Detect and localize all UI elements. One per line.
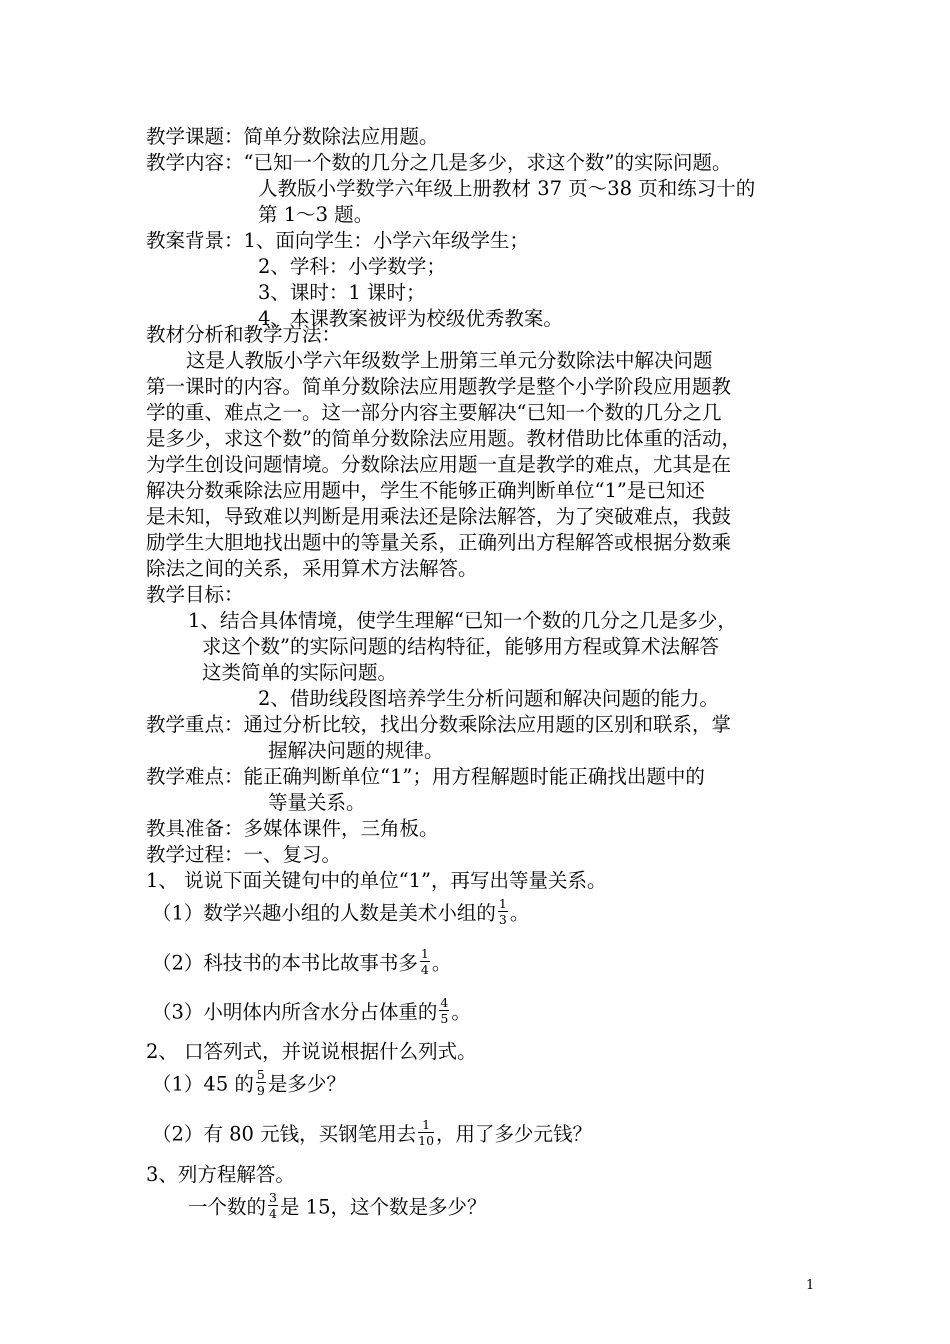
analysis-line: 第一课时的内容。简单分数除法应用题教学是整个小学阶段应用题教 [146,375,732,398]
fraction-numerator: 5 [256,1067,265,1082]
question-text: 。 [451,1000,471,1024]
question-text: （3）小明体内所含水分占体重的 [152,1000,438,1024]
fraction-numerator: 1 [498,896,507,911]
fraction-denominator: 9 [256,1083,265,1098]
goal-1-line-2: 求这个数”的实际问题的结构特征，能够用方程或算术法解答 [202,635,719,658]
tools-line: 教具准备：多媒体课件，三角板。 [146,817,439,840]
question-text: ，用了多少元钱？ [436,1122,593,1146]
exercise-3-title: 3、列方程解答。 [146,1163,295,1186]
difficulty-line-2: 等量关系。 [268,791,366,814]
fraction-numerator: 4 [440,995,449,1010]
analysis-title: 教材分析和教学方法： [146,323,342,346]
question-text: （1）数学兴趣小组的人数是美术小组的 [152,901,496,925]
exercise-1-title: 1、 说说下面关键句中的单位“1”，再写出等量关系。 [146,869,607,892]
content-line-3: 第 1～3 题。 [258,203,374,226]
background-line-2: 2、学科：小学数学； [258,255,446,278]
analysis-line: 学的重、难点之一。这一部分内容主要解决“已知一个数的几分之几 [146,401,722,424]
question-text: （2）科技书的本书比故事书多 [152,951,418,975]
fraction [439,997,449,1025]
question-text: 是 15，这个数是多少？ [279,1195,487,1219]
question-text: 。 [509,901,530,925]
question-text: （2）有 80 元钱，买钢笔用去 [152,1122,417,1146]
question-text: 一个数的 [188,1195,267,1219]
fraction [418,1119,434,1147]
exercise-2-question-1 [152,1067,346,1099]
goal-1-line-1: 1、结合具体情境，使学生理解“已知一个数的几分之几是多少， [188,609,737,632]
analysis-line: 励学生大胆地找出题中的等量关系，正确列出方程解答或根据分数乘 [146,531,732,554]
fraction [268,1192,278,1220]
fraction-numerator: 1 [418,1119,434,1133]
keypoint-line-2: 握解决问题的规律。 [268,739,444,762]
fraction-numerator: 1 [420,946,429,961]
goal-2: 2、借助线段图培养学生分析问题和解决问题的能力。 [258,687,719,710]
topic-line: 教学课题：简单分数除法应用题。 [146,125,439,148]
fraction-denominator: 5 [440,1011,449,1026]
fraction-denominator: 4 [269,1206,277,1221]
exercise-1-question-1 [152,896,530,928]
exercise-2-question-2 [152,1117,593,1149]
analysis-line: 是未知，导致难以判断是用乘法还是除法解答，为了突破难点，我鼓 [146,505,732,528]
question-text: 。 [431,951,452,975]
keypoint-line-1: 教学重点：通过分析比较，找出分数乘除法应用题的区别和联系，掌 [146,713,732,736]
analysis-line: 是多少，求这个数”的简单分数除法应用题。教材借助比体重的活动， [146,427,741,450]
exercise-3-question [188,1190,487,1222]
fraction-denominator: 10 [418,1133,435,1148]
process-line: 教学过程：一、复习。 [146,843,342,866]
background-line-3: 3、课时：1 课时； [258,281,426,304]
analysis-line: 解决分数乘除法应用题中，学生不能够正确判断单位“1”是已知还 [146,479,705,502]
goal-1-line-3: 这类简单的实际问题。 [202,661,398,684]
fraction [498,898,508,926]
background-line-4: 4、本课教案被评为校级优秀教案。 [258,307,563,330]
content-line-2: 人教版小学数学六年级上册教材 37 页～38 页和练习十的 [258,177,756,200]
question-text: 是多少？ [267,1072,346,1096]
analysis-line: 为学生创设问题情境。分数除法应用题一直是教学的难点，尤其是在 [146,453,732,476]
exercise-2-title: 2、 口答列式，并说说根据什么列式。 [146,1040,477,1063]
analysis-line: 除法之间的关系，采用算术方法解答。 [146,557,478,580]
fraction-numerator: 3 [269,1190,277,1205]
fraction [420,948,430,976]
goals-title: 教学目标： [146,583,244,606]
page-number: 1 [806,1278,815,1293]
content-line-1: 教学内容：“已知一个数的几分之几是多少，求这个数”的实际问题。 [146,151,732,174]
question-text: （1）45 的 [152,1072,254,1096]
fraction [256,1069,266,1097]
background-line-1: 教案背景：1、面向学生：小学六年级学生； [146,229,529,252]
exercise-1-question-2 [152,946,452,978]
fraction-denominator: 4 [420,962,429,977]
difficulty-line-1: 教学难点：能正确判断单位“1”；用方程解题时能正确找出题中的 [146,765,705,788]
exercise-1-question-3 [152,995,471,1027]
fraction-denominator: 3 [498,912,507,927]
analysis-line: 这是人教版小学六年级数学上册第三单元分数除法中解决问题 [186,349,713,372]
